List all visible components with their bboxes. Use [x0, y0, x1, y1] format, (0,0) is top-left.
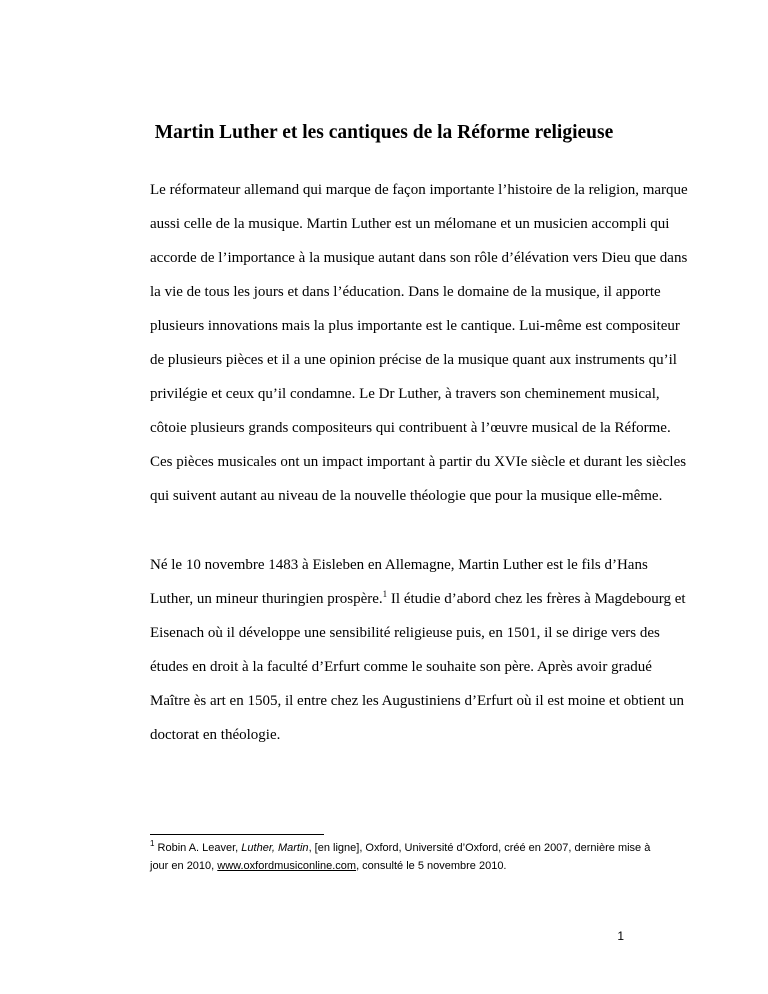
footnote-line [150, 857, 621, 875]
document-title: Martin Luther et les cantiques de la Réforme religieuse [154, 122, 614, 143]
footnote-text: jour en 2010, [150, 860, 218, 872]
paragraph-line: Ces pièces musicales ont un impact important à partir du XVIe siècle et durant les siècles [150, 454, 687, 470]
paragraph-line: aussi celle de la musique. Martin Luther est un mélomane et un musicien accompli qui [150, 216, 670, 232]
footnote-work-title: Luther, Martin [241, 842, 309, 854]
paragraph-introduction [150, 173, 688, 513]
paragraph-line: Né le 10 novembre 1483 à Eisleben en Allemagne, Martin Luther est le fils d’Hans [150, 557, 648, 573]
footnote-reference[interactable]: 1 [382, 589, 388, 599]
paragraph-line: Le réformateur allemand qui marque de façon importante l’histoire de la religion, marque [150, 182, 688, 198]
paragraph-line: études en droit à la faculté d’Erfurt comme le souhaite son père. Après avoir gradué [150, 659, 652, 675]
paragraph-line: de plusieurs pièces et il a une opinion précise de la musique quant aux instruments qu’il [150, 352, 677, 368]
footnote-number: 1 [150, 839, 155, 848]
paragraph-line: Eisenach où il développe une sensibilité religieuse puis, en 1501, il se dirige vers des [150, 625, 660, 641]
paragraph-line: Maître ès art en 1505, il entre chez les Augustiniens d’Erfurt où il est moine et obtient un [150, 693, 685, 709]
footnote [150, 839, 651, 875]
footnote-text: , consulté le 5 novembre 2010. [356, 860, 507, 872]
paragraph-line: accorde de l’importance à la musique autant dans son rôle d’élévation vers Dieu que dans [150, 250, 688, 266]
page-number: 1 [617, 929, 624, 943]
paragraph-line: doctorat en théologie. [150, 727, 281, 743]
paragraph-biography [150, 548, 686, 752]
line-text: Luther, un mineur thuringien prospère. [150, 591, 383, 607]
paragraph-line: la vie de tous les jours et dans l’éducation. Dans le domaine de la musique, il apporte [150, 284, 661, 300]
paragraph-line [150, 582, 686, 616]
paragraph-line: côtoie plusieurs grands compositeurs qui contribuent à l’œuvre musical de la Réforme. [150, 420, 671, 436]
paragraph-line: qui suivent autant au niveau de la nouvelle théologie que pour la musique elle-même. [150, 488, 663, 504]
footnote-text: , [en ligne], Oxford, Université d’Oxford, créé en 2007, dernière mise à [308, 842, 651, 854]
footnote-separator [150, 834, 324, 835]
footnote-author: Robin A. Leaver, [154, 842, 242, 854]
paragraph-line: plusieurs innovations mais la plus importante est le cantique. Lui-même est compositeur [150, 318, 680, 334]
line-text: Il étudie d’abord chez les frères à Magdebourg et [387, 591, 686, 607]
paragraph-line: privilégie et ceux qu’il condamne. Le Dr Luther, à travers son cheminement musical, [150, 386, 660, 402]
footnote-line [150, 839, 651, 857]
footnote-link[interactable]: www.oxfordmusiconline.com [217, 860, 357, 872]
